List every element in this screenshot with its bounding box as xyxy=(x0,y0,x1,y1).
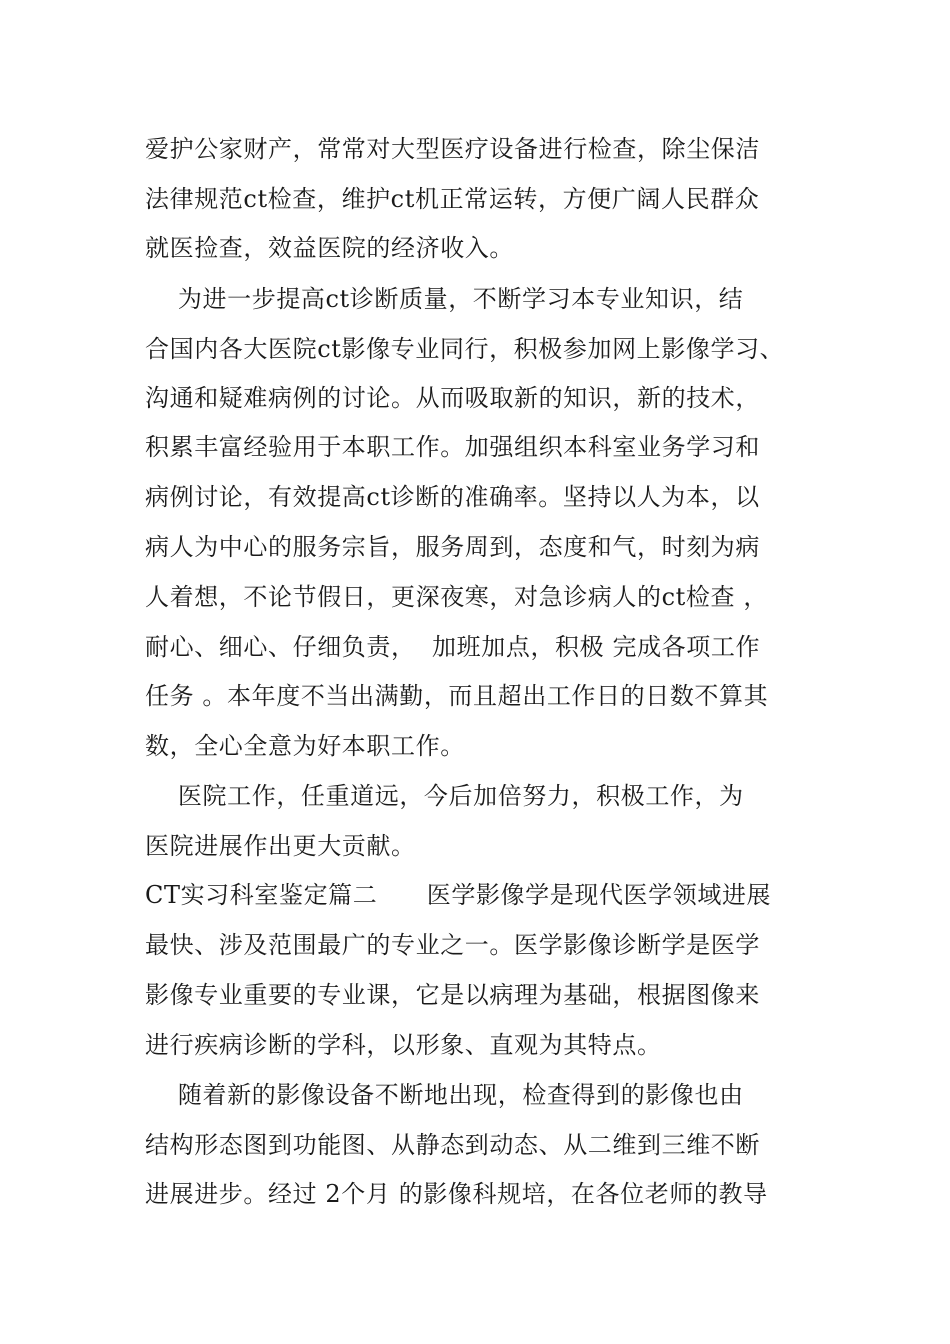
text-line: 医院工作，任重道远，今后加倍努力，积极工作，为 xyxy=(145,782,744,810)
text-line: 为进一步提高ct诊断质量，不断学习本专业知识，结 xyxy=(145,285,744,313)
text-line: 合国内各大医院ct影像专业同行，积极参加网上影像学习、 xyxy=(145,335,785,363)
text-line: 进展进步。经过 2个月 的影像科规培，在各位老师的教导 xyxy=(145,1180,768,1208)
text-line: 沟通和疑难病例的讨论。从而吸取新的知识，新的技术， xyxy=(145,384,760,412)
text-line: 人着想，不论节假日，更深夜寒，对急诊病人的ct检查 ， xyxy=(145,583,768,611)
text-line: 耐心、细心、仔细负责， 加班加点，积极 完成各项工作 xyxy=(145,633,761,661)
text-line: 影像专业重要的专业课，它是以病理为基础，根据图像来 xyxy=(145,981,760,1009)
text-line: 随着新的影像设备不断地出现，检查得到的影像也由 xyxy=(145,1081,744,1109)
text-line: 进行疾病诊断的学科，以形象、直观为其特点。 xyxy=(145,1031,662,1059)
text-line: 法律规范ct检查，维护ct机正常运转，方便广阔人民群众 xyxy=(145,185,760,213)
text-line: 最快、涉及范围最广的专业之一。医学影像诊断学是医学 xyxy=(145,931,760,959)
text-line: 医院进展作出更大贡献。 xyxy=(145,832,416,860)
text-line: 就医捡查，效益医院的经济收入。 xyxy=(145,234,514,262)
text-line: 病人为中心的服务宗旨，服务周到，态度和气，时刻为病 xyxy=(145,533,760,561)
text-line: 积累丰富经验用于本职工作。加强组织本科室业务学习和 xyxy=(145,433,760,461)
text-line: 结构形态图到功能图、从静态到动态、从二维到三维不断 xyxy=(145,1131,760,1159)
text-line: 爱护公家财产，常常对大型医疗设备进行检查，除尘保洁 xyxy=(145,135,760,163)
text-line: 病例讨论，有效提高ct诊断的准确率。坚持以人为本，以 xyxy=(145,483,760,511)
section-heading-line: CT实习科室鉴定篇二 医学影像学是现代医学领域进展 xyxy=(145,881,772,909)
text-line: 任务 。本年度不当出满勤，而且超出工作日的日数不算其 xyxy=(145,682,769,710)
text-line: 数，全心全意为好本职工作。 xyxy=(145,732,465,760)
